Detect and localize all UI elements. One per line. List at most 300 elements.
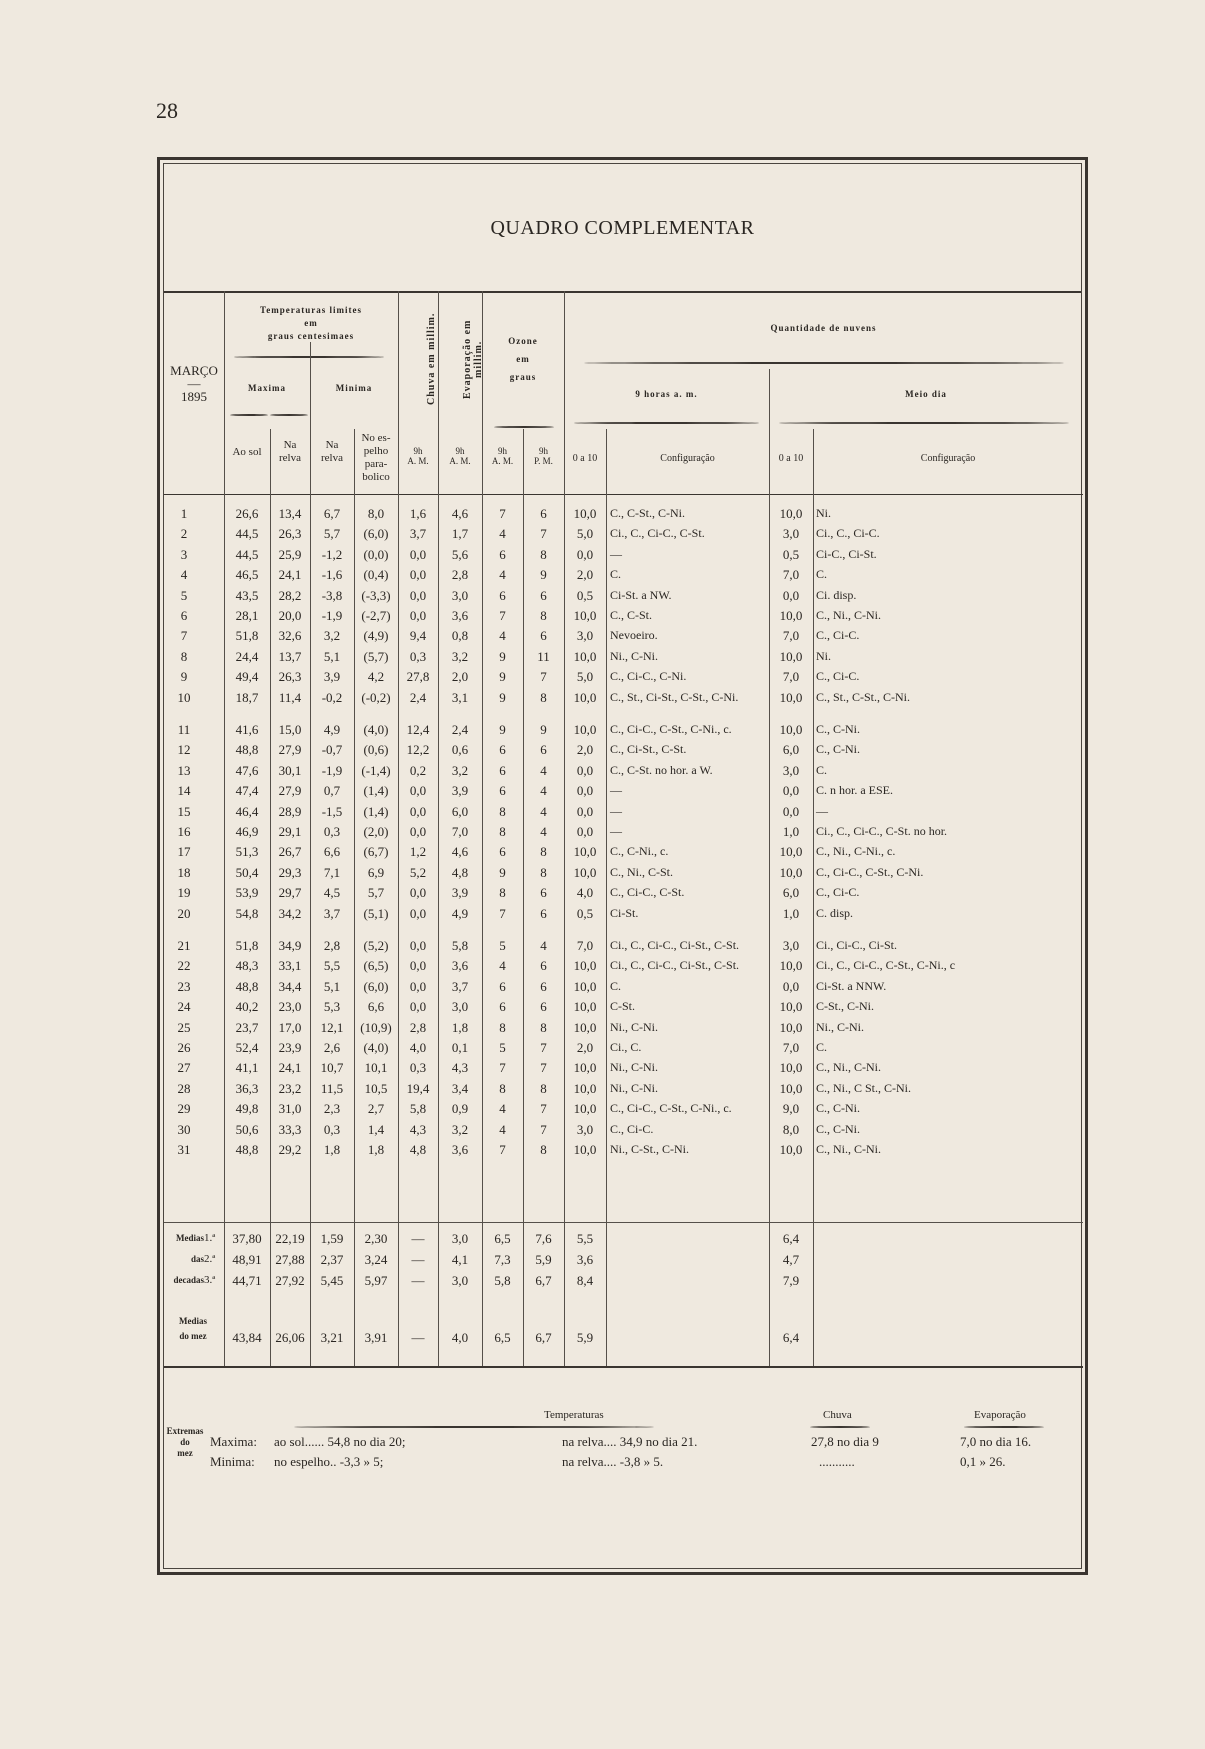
cell-day: 29 <box>177 1101 191 1117</box>
cell-min-na-relva: 3,7 <box>323 905 341 921</box>
cell-evaporacao: 3,6 <box>451 1142 469 1157</box>
cell-max-ao-sol: 41,1 <box>235 1060 259 1076</box>
title-divider <box>164 291 1081 293</box>
cell-ozone-am: 6 <box>499 978 506 994</box>
cell-ozone-pm: 4 <box>540 938 547 953</box>
cell-ozone-pm: 8 <box>540 689 547 705</box>
ext-evap-rule <box>964 1426 1044 1428</box>
cell-ozone-am: 9 <box>499 722 506 737</box>
cell-ozone-am: 8 <box>499 885 506 901</box>
cell-evaporacao: 0,9 <box>451 1101 469 1117</box>
cell-nuvens-am: 5,0 <box>576 526 594 542</box>
cell-chuva: 0,0 <box>409 978 427 994</box>
espelho-line2: pelho <box>363 445 389 457</box>
cell-config-am: C., Ci-C., C-St., C-Ni., c. <box>610 1101 732 1116</box>
cell-chuva: 4,3 <box>409 1121 427 1137</box>
cell-chuva: 0,0 <box>409 783 427 799</box>
cell-max-ao-sol: 53,9 <box>235 885 259 901</box>
cell-config-noon: C., C-Ni. <box>816 1121 861 1136</box>
cell-min-espelho: 6,6 <box>367 999 385 1015</box>
cell-day: 24 <box>177 999 191 1015</box>
cell-min-na-relva: 3,9 <box>323 669 341 685</box>
decade-cell-chuva: — <box>411 1252 425 1267</box>
cell-evaporacao: 4,6 <box>451 506 469 521</box>
header-nuvens: Quantidade de nuvens <box>770 323 877 333</box>
cell-config-am: Ni., C-Ni. <box>610 648 658 663</box>
temp-group-line3: graus centesimaes <box>267 331 355 341</box>
cell-max-na-relva: 24,1 <box>278 567 302 583</box>
decade-cell-ozone-am: 7,3 <box>494 1252 511 1267</box>
table-row <box>164 526 1083 546</box>
cell-ozone-am: 7 <box>499 1142 506 1157</box>
cell-nuvens-noon: 10,0 <box>779 958 803 974</box>
cell-chuva: 27,8 <box>406 669 430 685</box>
cell-ozone-am: 6 <box>499 783 506 799</box>
cell-evaporacao: 3,9 <box>451 783 469 799</box>
cell-chuva: 0,0 <box>409 905 427 921</box>
cell-nuvens-noon: 9,0 <box>782 1101 800 1117</box>
cell-nuvens-am: 10,0 <box>573 844 597 860</box>
cell-ozone-pm: 4 <box>540 762 547 778</box>
decade-cell-max-ao-sol: 44,71 <box>232 1273 262 1288</box>
cell-min-na-relva: 11,5 <box>320 1080 344 1096</box>
cell-nuvens-noon: 8,0 <box>782 1121 800 1137</box>
cell-evaporacao: 4,9 <box>451 905 469 921</box>
decade-cell-evaporacao: 3,0 <box>451 1231 469 1246</box>
mean-cell-max-na-relva: 26,06 <box>275 1330 305 1345</box>
cell-max-ao-sol: 48,8 <box>235 1142 259 1157</box>
decade-mark-3: 3.ª <box>204 1274 216 1286</box>
cell-day: 27 <box>177 1060 191 1076</box>
maxima-rule-2 <box>270 414 308 416</box>
cell-config-am: — <box>610 783 622 798</box>
cell-max-na-relva: 25,9 <box>278 546 302 562</box>
table-row <box>164 722 1083 742</box>
month-year: 1895 <box>181 389 207 404</box>
cell-nuvens-noon: 10,0 <box>779 1142 803 1157</box>
cell-nuvens-noon: 1,0 <box>782 905 800 921</box>
oz-9pm-suffix: P. M. <box>534 456 553 466</box>
cell-min-espelho: (-2,7) <box>361 608 391 623</box>
cell-min-na-relva: -1,9 <box>321 762 343 778</box>
cell-chuva: 2,4 <box>409 689 427 705</box>
cell-day: 28 <box>177 1080 191 1096</box>
cell-chuva: 5,8 <box>409 1101 427 1117</box>
decade-cell-ozone-pm: 6,7 <box>535 1273 552 1288</box>
cell-config-noon: C., Ni., C-Ni. <box>816 608 882 622</box>
table-row <box>164 547 1083 567</box>
header-ao-sol: Ao sol <box>232 446 262 458</box>
table-title: QUADRO COMPLEMENTAR <box>490 217 755 239</box>
cell-config-am: C., Ci-C. <box>610 1121 654 1136</box>
mean-cell-nuvens-noon: 6,4 <box>782 1330 800 1345</box>
cell-min-na-relva: 2,3 <box>323 1101 341 1117</box>
cell-max-na-relva: 28,9 <box>278 803 302 819</box>
cell-day: 6 <box>180 608 188 623</box>
header-oz-9pm <box>523 446 564 466</box>
cell-max-ao-sol: 46,5 <box>235 567 259 583</box>
cell-max-ao-sol: 36,3 <box>235 1080 259 1096</box>
cell-nuvens-am: 0,0 <box>576 783 594 799</box>
cell-nuvens-noon: 7,0 <box>782 567 800 583</box>
cell-nuvens-noon: 3,0 <box>782 526 800 542</box>
cell-min-espelho: (2,0) <box>363 824 389 839</box>
table-row <box>164 588 1083 608</box>
ext-maxima-label: Maxima: <box>210 1434 257 1449</box>
max-na-relva-line1: Na <box>283 439 297 451</box>
cell-min-espelho: (5,7) <box>363 648 389 664</box>
cell-config-noon: C., C-Ni. <box>816 722 861 736</box>
oz-9am-value: 9h <box>498 446 507 456</box>
cell-min-na-relva: 4,5 <box>323 885 341 901</box>
cell-evaporacao: 2,0 <box>451 669 469 685</box>
cell-ozone-am: 8 <box>499 1080 506 1096</box>
table-row <box>164 763 1083 783</box>
cell-min-na-relva: 6,6 <box>323 844 341 860</box>
cell-ozone-pm: 6 <box>540 506 547 521</box>
cell-max-ao-sol: 28,1 <box>235 608 259 623</box>
table-row <box>164 690 1083 710</box>
cell-max-ao-sol: 54,8 <box>235 905 259 921</box>
ext-chuva-rule <box>810 1426 870 1428</box>
cell-chuva: 0,0 <box>409 885 427 901</box>
cell-min-na-relva: -0,7 <box>321 742 343 758</box>
cell-min-espelho: (6,0) <box>363 526 389 542</box>
cell-nuvens-noon: 10,0 <box>779 689 803 705</box>
cell-min-espelho: 10,5 <box>364 1080 388 1096</box>
cell-nuvens-am: 0,5 <box>576 905 594 921</box>
cell-min-espelho: (-3,3) <box>361 587 391 603</box>
cell-max-na-relva: 34,4 <box>278 978 302 994</box>
mean-cell-min-espelho: 3,91 <box>364 1330 388 1345</box>
cell-config-noon: Ci., C., Ci-C., C-St. no hor. <box>816 824 948 838</box>
cell-day: 21 <box>177 938 191 953</box>
cell-config-am: C-St. <box>610 999 636 1014</box>
cell-config-am: Ci., C., Ci-C., C-St. <box>610 526 705 541</box>
cell-nuvens-am: 0,5 <box>576 587 594 603</box>
cell-max-ao-sol: 23,7 <box>235 1019 259 1035</box>
cell-day: 23 <box>177 978 191 994</box>
ext-chuva-dots: ........... <box>819 1454 855 1469</box>
month-mean-line2: do mez <box>179 1331 207 1341</box>
cell-max-ao-sol: 51,3 <box>235 844 259 860</box>
cell-ozone-am: 5 <box>499 938 506 953</box>
table-body <box>163 163 1082 1569</box>
cell-day: 16 <box>177 824 191 839</box>
cell-nuvens-noon: 1,0 <box>782 824 800 839</box>
decade-cell-ozone-am: 5,8 <box>494 1273 511 1288</box>
cell-max-ao-sol: 44,5 <box>235 526 259 542</box>
decades-label-line3: decadas <box>173 1275 204 1285</box>
cell-ozone-am: 6 <box>499 546 506 562</box>
cell-config-noon: C., Ni., C-Ni., c. <box>816 844 896 859</box>
cell-config-noon: — <box>816 803 828 818</box>
cell-min-na-relva: 2,8 <box>323 938 341 953</box>
cell-chuva: 1,6 <box>409 506 427 521</box>
cell-nuvens-am: 10,0 <box>573 999 597 1015</box>
month-name: MARÇO <box>170 363 218 378</box>
cell-chuva: 0,0 <box>409 803 427 819</box>
decade-cell-min-na-relva: 2,37 <box>320 1252 344 1267</box>
cell-max-ao-sol: 51,8 <box>235 628 259 644</box>
cell-config-am: C., Ci-C., C-St. <box>610 885 685 900</box>
cell-nuvens-noon: 0,0 <box>782 587 800 603</box>
temperature-group-header <box>224 304 398 343</box>
table-row <box>164 865 1083 885</box>
cell-evaporacao: 0,1 <box>451 1040 469 1055</box>
cell-ozone-am: 4 <box>499 628 506 644</box>
header-max-na-relva <box>270 439 310 465</box>
cell-ozone-am: 8 <box>499 803 506 819</box>
table-row <box>164 979 1083 999</box>
decade-cell-ozone-pm: 7,6 <box>535 1231 552 1246</box>
cell-ozone-am: 7 <box>499 608 506 623</box>
cell-max-na-relva: 29,1 <box>278 824 302 839</box>
cell-ozone-pm: 8 <box>540 1080 547 1096</box>
cell-config-noon: Ci., C., Ci-C. <box>816 526 880 541</box>
cell-max-ao-sol: 26,6 <box>235 506 259 521</box>
extremes-label-line1: Extremas <box>166 1426 204 1436</box>
extremes-label <box>164 1426 206 1459</box>
cell-config-am: C., C-St., C-Ni. <box>610 506 686 520</box>
nove-horas-rule <box>574 422 759 424</box>
decade-cell-nuvens-am: 8,4 <box>576 1273 594 1288</box>
cell-nuvens-am: 0,0 <box>576 546 594 562</box>
cell-min-na-relva: 6,7 <box>323 506 341 521</box>
cell-nuvens-am: 2,0 <box>576 567 594 583</box>
cell-config-am: Ci., C., Ci-C., Ci-St., C-St. <box>610 938 740 952</box>
decade-row <box>164 1252 1083 1272</box>
table-row <box>164 506 1083 526</box>
cell-min-na-relva: -1,5 <box>321 803 343 819</box>
cell-max-ao-sol: 47,4 <box>235 783 259 799</box>
cell-min-espelho: 6,9 <box>367 864 385 880</box>
table-row <box>164 608 1083 628</box>
cell-nuvens-noon: 10,0 <box>779 648 803 664</box>
ext-evap-max: 7,0 no dia 16. <box>960 1434 1032 1449</box>
cell-max-na-relva: 33,1 <box>278 958 302 974</box>
cell-config-noon: C., St., C-St., C-Ni. <box>816 689 911 704</box>
cell-min-espelho: 2,7 <box>367 1101 385 1117</box>
cell-max-na-relva: 29,2 <box>278 1142 302 1157</box>
cell-min-espelho: 4,2 <box>367 669 385 685</box>
cell-config-am: Ci-St. a NW. <box>610 587 672 602</box>
cell-ozone-pm: 7 <box>540 669 547 685</box>
cell-ozone-am: 4 <box>499 1121 506 1137</box>
cell-chuva: 0,0 <box>409 958 427 974</box>
maxima-header: Maxima <box>248 383 286 393</box>
cell-max-na-relva: 29,7 <box>278 885 302 901</box>
decade-cell-evaporacao: 4,1 <box>451 1252 469 1267</box>
cell-config-am: C., C-Ni., c. <box>610 844 669 859</box>
cell-chuva: 0,2 <box>409 762 427 778</box>
month-label <box>164 364 224 403</box>
cell-day: 9 <box>180 669 188 685</box>
nuvens-rule <box>584 362 1064 364</box>
cell-evaporacao: 3,2 <box>451 648 469 664</box>
cell-evaporacao: 3,0 <box>451 999 469 1015</box>
table-row <box>164 1122 1083 1142</box>
cell-ozone-pm: 7 <box>540 526 547 542</box>
cell-config-am: Ni., C-St., C-Ni. <box>610 1142 690 1156</box>
decade-cell-min-na-relva: 1,59 <box>320 1231 344 1246</box>
table-row <box>164 742 1083 762</box>
decade-cell-nuvens-noon: 7,9 <box>782 1273 800 1288</box>
cell-ozone-pm: 7 <box>540 1040 547 1055</box>
cell-ozone-am: 6 <box>499 742 506 758</box>
summary-top-rule <box>164 1222 1083 1223</box>
table-row <box>164 804 1083 824</box>
espelho-line3: para- <box>364 458 388 470</box>
cell-evaporacao: 4,6 <box>451 844 469 860</box>
table-row <box>164 783 1083 803</box>
cell-config-am: C., C-St. <box>610 608 653 622</box>
cell-evaporacao: 4,3 <box>451 1060 469 1076</box>
cell-ozone-pm: 11 <box>537 648 550 664</box>
header-config-noon: Configuração <box>920 453 976 464</box>
cell-nuvens-am: 10,0 <box>573 648 597 664</box>
cell-max-na-relva: 11,4 <box>278 689 302 705</box>
table-row <box>164 958 1083 978</box>
month-mean-line1: Medias <box>179 1316 207 1326</box>
cell-ozone-am: 4 <box>499 958 506 974</box>
cell-nuvens-am: 2,0 <box>576 1040 594 1055</box>
header-0a10-noon: 0 a 10 <box>778 453 804 464</box>
cell-evaporacao: 3,1 <box>451 689 469 705</box>
cell-max-ao-sol: 48,8 <box>235 978 259 994</box>
cell-max-na-relva: 17,0 <box>278 1019 302 1035</box>
cell-max-na-relva: 23,2 <box>278 1080 302 1096</box>
cell-config-noon: Ni. <box>816 506 831 520</box>
cell-day: 7 <box>180 628 188 644</box>
cell-min-na-relva: -3,8 <box>321 587 343 603</box>
decades-label-line2: das <box>190 1254 204 1264</box>
table-row <box>164 938 1083 958</box>
cell-max-ao-sol: 40,2 <box>235 999 259 1015</box>
cell-evaporacao: 5,8 <box>451 938 469 953</box>
cell-chuva: 0,0 <box>409 608 427 623</box>
month-mean-values <box>164 1330 1083 1350</box>
decade-cell-max-na-relva: 22,19 <box>275 1231 305 1246</box>
cell-max-ao-sol: 41,6 <box>235 722 259 737</box>
cell-chuva: 0,3 <box>409 648 427 664</box>
cell-ozone-pm: 6 <box>540 742 547 758</box>
cell-nuvens-am: 10,0 <box>573 1101 597 1117</box>
cell-nuvens-noon: 10,0 <box>779 999 803 1015</box>
cell-config-noon: C., Ci-C. <box>816 669 860 684</box>
cell-nuvens-noon: 10,0 <box>779 506 803 521</box>
cell-ozone-pm: 4 <box>540 783 547 799</box>
cell-day: 1 <box>180 506 188 521</box>
cell-chuva: 0,0 <box>409 587 427 603</box>
ext-chuva-value: 27,8 no dia 9 <box>811 1434 879 1449</box>
cell-config-am: — <box>610 803 622 818</box>
cell-day: 20 <box>177 905 191 921</box>
cell-evaporacao: 7,0 <box>451 824 469 839</box>
cell-config-noon: Ci-St. a NNW. <box>816 978 887 993</box>
cell-nuvens-am: 10,0 <box>573 1060 597 1076</box>
cell-config-am: Ci., C. <box>610 1040 642 1054</box>
decade-cell-min-na-relva: 5,45 <box>320 1273 344 1288</box>
cell-min-espelho: (1,4) <box>363 783 389 799</box>
cell-min-espelho: (6,7) <box>363 844 389 860</box>
cell-evaporacao: 3,0 <box>451 587 469 603</box>
cell-day: 17 <box>177 844 191 860</box>
table-row <box>164 1060 1083 1080</box>
cell-ozone-am: 7 <box>499 905 506 921</box>
header-nove-horas: 9 horas a. m. <box>635 389 698 399</box>
month-dash: — <box>187 376 201 391</box>
cell-max-ao-sol: 52,4 <box>235 1040 259 1055</box>
mean-cell-ozone-pm: 6,7 <box>535 1330 552 1345</box>
ext-min-relva: na relva.... -3,8 » 5. <box>562 1454 664 1469</box>
cell-day: 12 <box>177 742 191 758</box>
cell-ozone-am: 9 <box>499 689 506 705</box>
table-row <box>164 1040 1083 1060</box>
cell-chuva: 0,0 <box>409 824 427 839</box>
meio-dia-rule <box>779 422 1069 424</box>
cell-nuvens-noon: 3,0 <box>782 938 800 953</box>
cell-min-espelho: (4,9) <box>363 628 389 644</box>
cell-max-ao-sol: 18,7 <box>235 689 259 705</box>
cell-chuva: 0,0 <box>409 999 427 1015</box>
cell-chuva: 5,2 <box>409 864 427 880</box>
cell-chuva: 3,7 <box>409 526 427 542</box>
cell-min-na-relva: 5,3 <box>323 999 341 1015</box>
cell-day: 15 <box>177 803 191 819</box>
cell-evaporacao: 1,7 <box>451 526 469 542</box>
cell-evaporacao: 4,8 <box>451 864 469 880</box>
ozone-line3: graus <box>509 372 537 382</box>
cell-ozone-pm: 6 <box>540 885 547 901</box>
cell-max-ao-sol: 43,5 <box>235 587 259 603</box>
decade-cell-nuvens-noon: 6,4 <box>782 1231 800 1246</box>
cell-evaporacao: 3,6 <box>451 608 469 623</box>
cell-max-ao-sol: 47,6 <box>235 762 259 778</box>
cell-evaporacao: 0,6 <box>451 742 469 758</box>
cell-day: 25 <box>177 1019 191 1035</box>
cell-max-na-relva: 27,9 <box>278 742 302 758</box>
cell-config-noon: Ci. disp. <box>816 587 857 602</box>
cell-config-noon: C. <box>816 567 828 582</box>
cell-max-na-relva: 26,3 <box>278 669 302 685</box>
ext-evap-min: 0,1 » 26. <box>960 1454 1006 1469</box>
cell-ozone-am: 4 <box>499 1101 506 1117</box>
cell-nuvens-am: 10,0 <box>573 1019 597 1035</box>
cell-nuvens-noon: 10,0 <box>779 864 803 880</box>
min-na-relva-line2: relva <box>321 452 343 464</box>
cell-config-noon: Ni., C-Ni. <box>816 1019 864 1034</box>
table-row <box>164 844 1083 864</box>
cell-chuva: 4,8 <box>409 1142 427 1157</box>
cell-config-noon: C., Ci-C. <box>816 628 860 643</box>
cell-config-noon: C. <box>816 1040 828 1054</box>
decade-cell-min-espelho: 5,97 <box>364 1273 388 1288</box>
cell-max-ao-sol: 49,8 <box>235 1101 259 1117</box>
cell-min-na-relva: 5,7 <box>323 526 341 542</box>
cell-ozone-pm: 4 <box>540 803 547 819</box>
table-bottom-rule <box>164 1366 1083 1368</box>
cell-min-espelho: (-1,4) <box>361 762 391 778</box>
cell-ozone-pm: 8 <box>540 1019 547 1035</box>
cell-max-na-relva: 33,3 <box>278 1121 302 1137</box>
cell-config-am: C., St., Ci-St., C-St., C-Ni. <box>610 689 739 704</box>
cell-min-na-relva: 5,1 <box>323 648 341 664</box>
ext-min-espelho: no espelho.. -3,3 » 5; <box>274 1454 384 1469</box>
cell-ozone-am: 6 <box>499 999 506 1015</box>
table-row <box>164 824 1083 844</box>
cell-evaporacao: 3,6 <box>451 958 469 974</box>
